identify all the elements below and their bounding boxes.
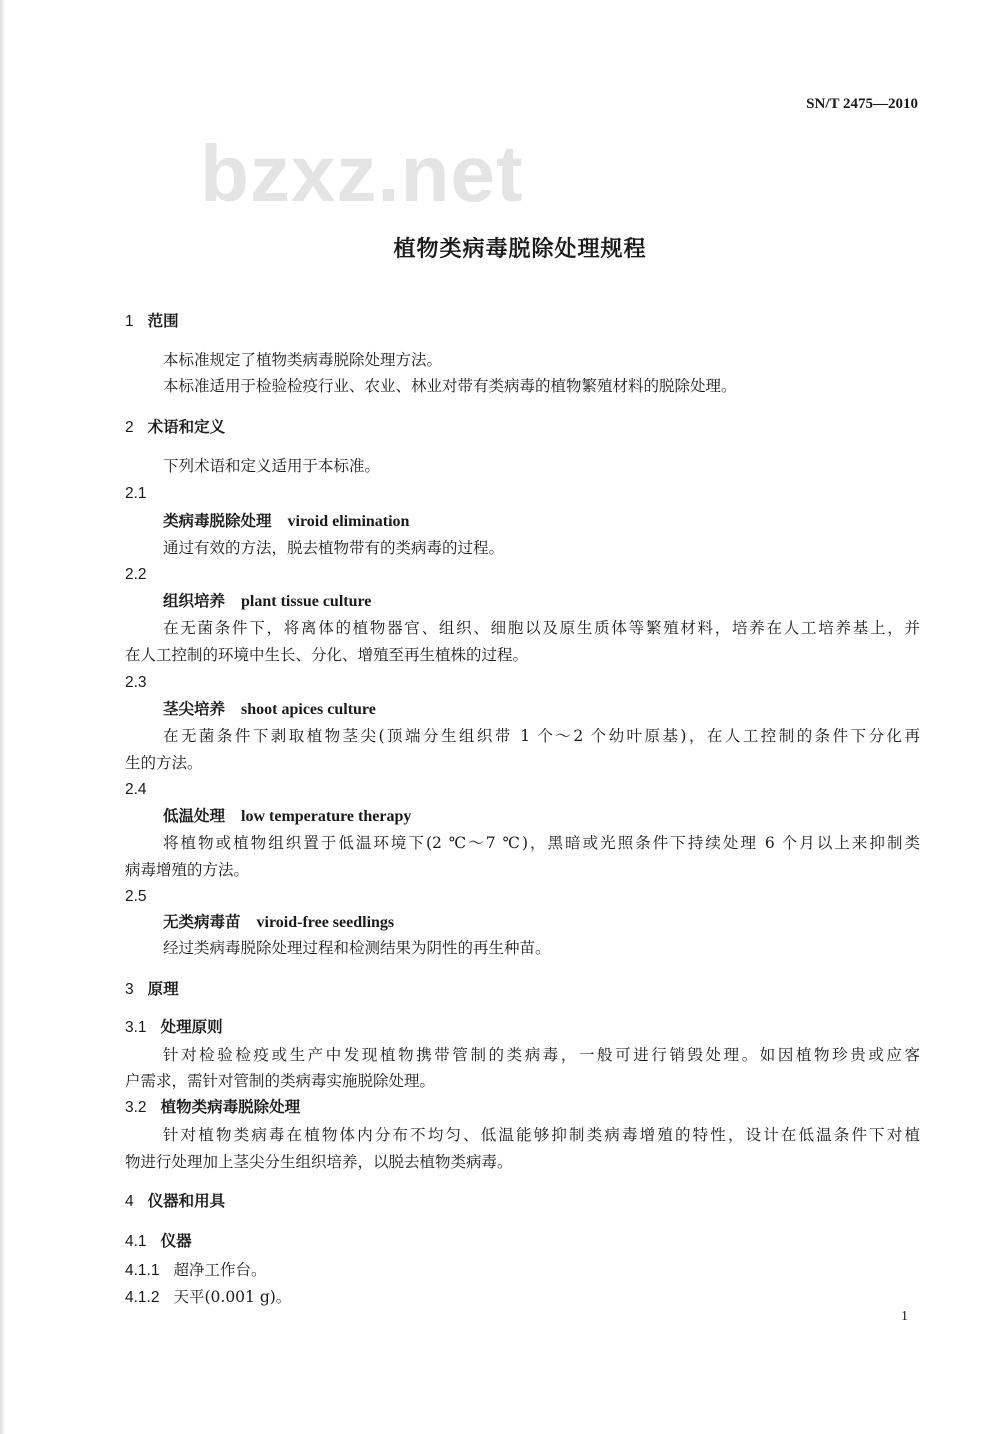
page-number: 1 bbox=[901, 1309, 908, 1324]
paragraph: 针对检验检疫或生产中发现植物携带管制的类病毒，一般可进行销毁处理。如因植物珍贵或应客 bbox=[163, 1046, 920, 1064]
section-heading bbox=[125, 980, 179, 1000]
paragraph: 下列术语和定义适用于本标准。 bbox=[163, 457, 381, 475]
section-heading bbox=[125, 312, 179, 332]
term-en: viroid-free seedlings bbox=[256, 914, 395, 931]
section-heading bbox=[125, 418, 225, 438]
term-definition: 病毒增殖的方法。 bbox=[125, 861, 250, 879]
term-zh: 组织培养 bbox=[163, 591, 226, 610]
term-number: 2.4 bbox=[125, 781, 147, 798]
item-number: 4.1.1 bbox=[125, 1262, 160, 1279]
term-en: viroid elimination bbox=[287, 513, 410, 530]
paragraph: 物进行处理加上茎尖分生组织培养，以脱去植物类病毒。 bbox=[125, 1153, 513, 1171]
list-item bbox=[125, 1287, 291, 1308]
term-number: 2.5 bbox=[125, 888, 147, 905]
term-definition: 通过有效的方法，脱去植物带有的类病毒的过程。 bbox=[163, 539, 505, 557]
term-title bbox=[163, 699, 376, 720]
subsection-title: 处理原则 bbox=[160, 1019, 223, 1036]
subsection-heading bbox=[125, 1018, 223, 1038]
section-title: 范围 bbox=[147, 313, 179, 330]
term-zh: 茎尖培养 bbox=[163, 699, 226, 718]
term-definition: 在无菌条件下剥取植物茎尖(顶端分生组织带 1 个～2 个幼叶原基)，在人工控制的条件下分化再 bbox=[163, 727, 920, 745]
item-text: 天平(0.001 g)。 bbox=[173, 1288, 292, 1306]
paragraph: 本标准适用于检验检疫行业、农业、林业对带有类病毒的植物繁殖材料的脱除处理。 bbox=[163, 377, 737, 395]
section-number: 3 bbox=[125, 981, 134, 998]
subsection-number: 4.1 bbox=[125, 1233, 147, 1250]
paragraph: 针对植物类病毒在植物体内分布不均匀、低温能够抑制类病毒增殖的特性，设计在低温条件下对植 bbox=[163, 1126, 920, 1144]
section-number: 2 bbox=[125, 419, 134, 436]
term-zh: 类病毒脱除处理 bbox=[163, 511, 272, 530]
item-number: 4.1.2 bbox=[125, 1289, 160, 1306]
term-number: 2.3 bbox=[125, 674, 147, 691]
standard-number: SN/T 2475—2010 bbox=[806, 96, 918, 112]
term-en: plant tissue culture bbox=[241, 593, 372, 610]
subsection-title: 植物类病毒脱除处理 bbox=[160, 1099, 301, 1116]
subsection-title: 仪器 bbox=[160, 1233, 192, 1250]
scan-edge bbox=[0, 0, 5, 1434]
document-title: 植物类病毒脱除处理规程 bbox=[393, 236, 647, 262]
section-title: 原理 bbox=[147, 981, 179, 998]
paragraph: 本标准规定了植物类病毒脱除处理方法。 bbox=[163, 351, 443, 369]
term-definition: 在无菌条件下，将离体的植物器官、组织、细胞以及原生质体等繁殖材料，培养在人工培养基上，并 bbox=[163, 619, 920, 637]
term-zh: 低温处理 bbox=[163, 806, 226, 825]
subsection-number: 3.2 bbox=[125, 1099, 147, 1116]
term-title bbox=[163, 912, 394, 933]
term-number: 2.2 bbox=[125, 566, 147, 583]
section-title: 术语和定义 bbox=[147, 419, 226, 436]
section-title: 仪器和用具 bbox=[147, 1193, 226, 1210]
subsection-heading bbox=[125, 1232, 192, 1252]
watermark: bzxz.net bbox=[200, 129, 524, 218]
section-number: 1 bbox=[125, 313, 134, 330]
section-heading bbox=[125, 1192, 225, 1212]
term-title bbox=[163, 591, 371, 612]
item-text: 超净工作台。 bbox=[173, 1261, 267, 1279]
term-definition: 生的方法。 bbox=[125, 754, 203, 772]
list-item bbox=[125, 1260, 267, 1281]
subsection-heading bbox=[125, 1098, 300, 1118]
term-definition: 将植物或植物组织置于低温环境下(2 ℃～7 ℃)，黑暗或光照条件下持续处理 6 个月以上来抑制类 bbox=[163, 834, 920, 852]
term-title bbox=[163, 806, 411, 827]
paragraph: 户需求，需针对管制的类病毒实施脱除处理。 bbox=[125, 1072, 436, 1090]
term-en: low temperature therapy bbox=[241, 808, 412, 825]
term-en: shoot apices culture bbox=[241, 701, 376, 718]
term-number: 2.1 bbox=[125, 485, 147, 502]
term-definition: 在人工控制的环境中生长、分化、增殖至再生植株的过程。 bbox=[125, 646, 529, 664]
subsection-number: 3.1 bbox=[125, 1019, 147, 1036]
term-title bbox=[163, 511, 409, 532]
term-definition: 经过类病毒脱除处理过程和检测结果为阴性的再生种苗。 bbox=[163, 939, 551, 957]
section-number: 4 bbox=[125, 1193, 134, 1210]
term-zh: 无类病毒苗 bbox=[163, 912, 241, 931]
